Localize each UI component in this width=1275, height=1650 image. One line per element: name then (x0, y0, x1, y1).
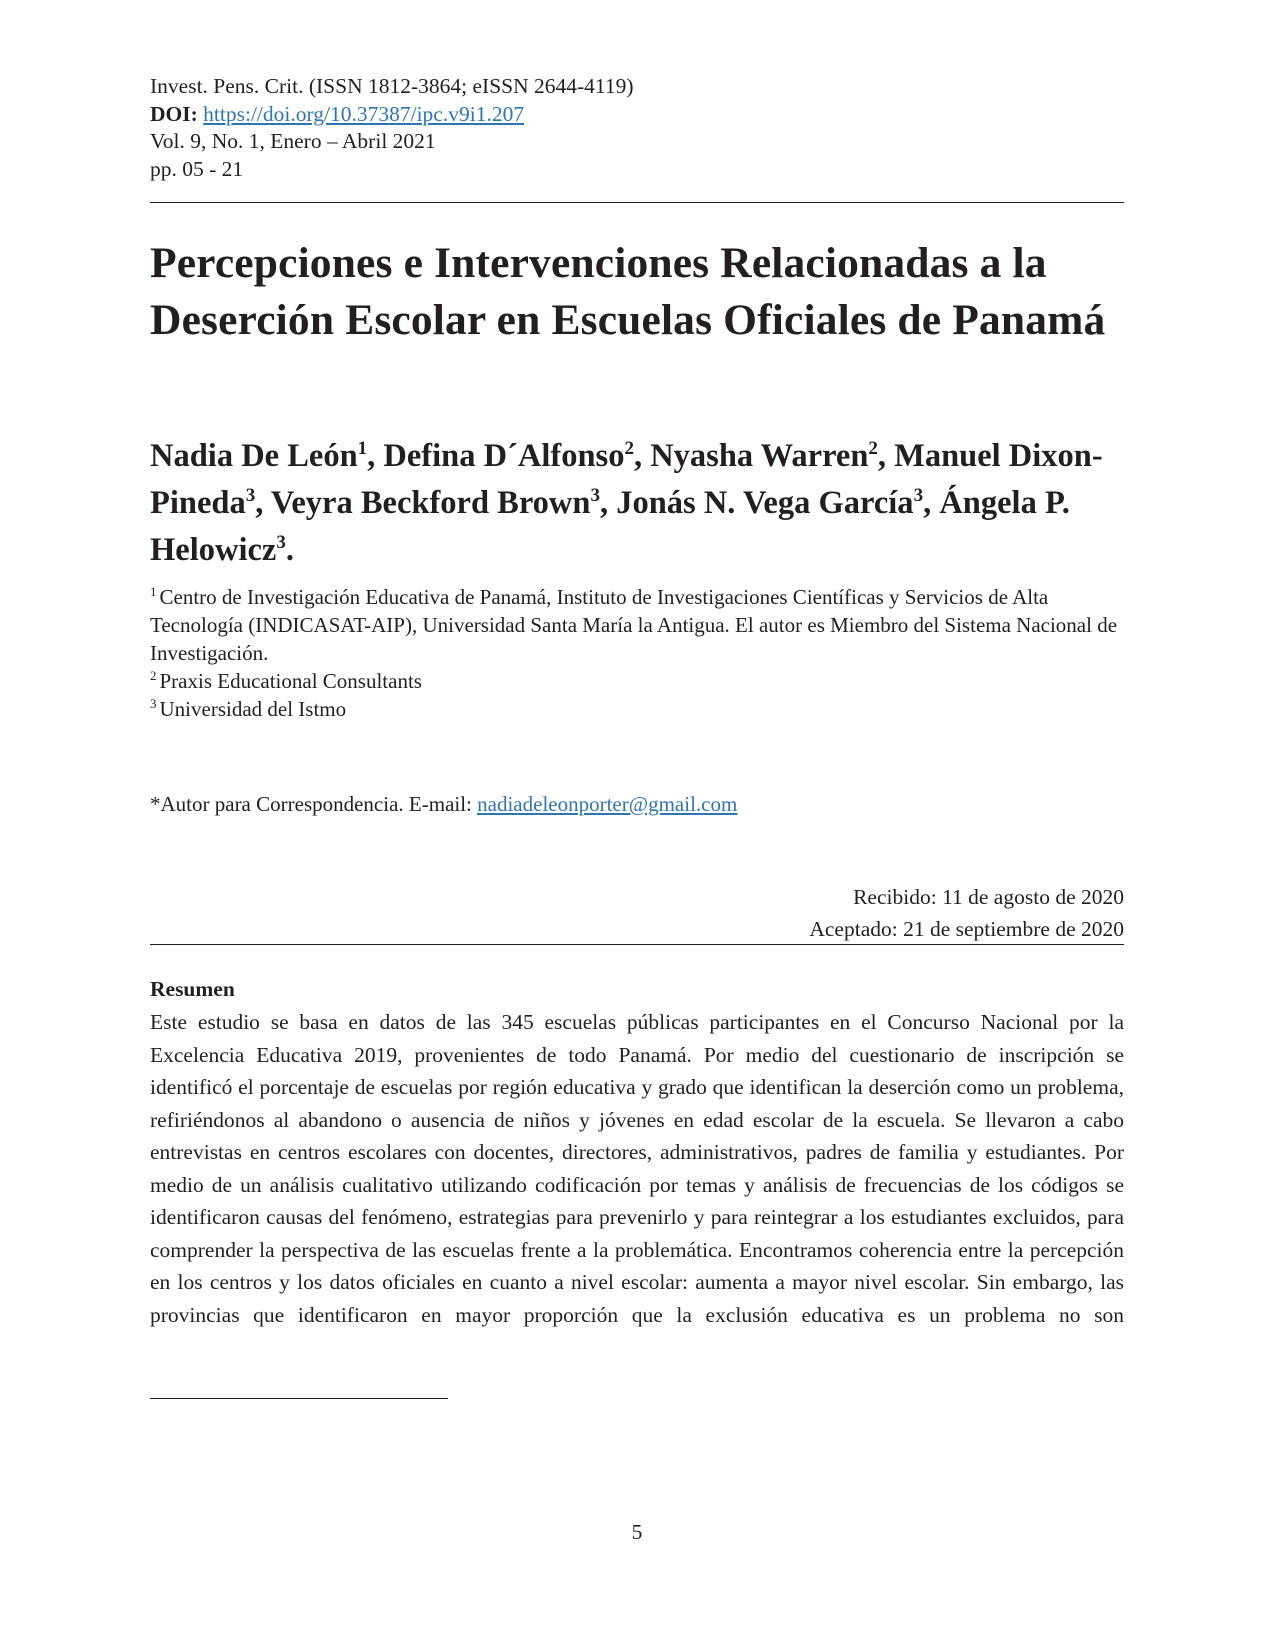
author-affiliation-marker: 2 (868, 438, 878, 460)
correspondence-email-link[interactable]: nadiadeleonporter@gmail.com (477, 792, 738, 816)
author-name: Nyasha Warren (650, 438, 869, 474)
author-list (150, 433, 1124, 574)
author-name: Defina D´Alfonso (383, 438, 625, 474)
author-affiliation-marker: 3 (245, 485, 256, 507)
affiliation-number: 1 (150, 584, 157, 599)
author-separator: , (633, 438, 651, 474)
author-separator: , (877, 438, 895, 474)
author-affiliation-marker: 2 (624, 438, 634, 460)
received-date: Recibido: 11 de agosto de 2020 (853, 885, 1124, 909)
footnote-divider (150, 1398, 448, 1399)
correspondence-line (150, 790, 737, 818)
author-affiliation-marker: 3 (590, 485, 600, 507)
doi-line (150, 101, 634, 129)
correspondence-label: *Autor para Correspondencia. E-mail: (150, 792, 478, 816)
author-name: Veyra Beckford Brown (270, 485, 591, 521)
author-affiliation-marker: 3 (913, 485, 924, 507)
author-separator: , (599, 485, 617, 521)
paper-title: Percepciones e Intervenciones Relacionadas a la Deserción Escolar en Escuelas Oficiales de Panamá (150, 239, 1106, 344)
doi-label: DOI: (150, 101, 198, 126)
journal-volume: Vol. 9, No. 1, Enero – Abril 2021 (150, 129, 436, 153)
author-separator: . (285, 532, 294, 568)
abstract-heading: Resumen (150, 977, 235, 1001)
abstract-section (150, 975, 1124, 1331)
author-name: Nadia De León (150, 438, 358, 474)
journal-issn: Invest. Pens. Crit. (ISSN 1812-3864; eISSN 2644-4119) (150, 74, 634, 98)
header-divider (150, 202, 1124, 203)
author-separator: , (367, 438, 384, 474)
affiliation-item (150, 695, 1124, 723)
author-name: Jonás N. Vega García (616, 485, 914, 521)
accepted-date: Aceptado: 21 de septiembre de 2020 (809, 917, 1124, 941)
author-separator: , (255, 485, 271, 521)
affiliation-text: Universidad del Istmo (159, 697, 347, 721)
author-affiliation-marker: 1 (357, 438, 368, 460)
affiliation-list (150, 583, 1124, 723)
journal-pages: pp. 05 - 21 (150, 156, 244, 181)
author-separator: , (923, 485, 940, 521)
affiliation-text: Centro de Investigación Educativa de Panamá, Instituto de Investigaciones Científicas y Servicios de Alta Tecnología (INDICASAT-AIP), Universidad Santa María la Antigua. El autor es Miembro del Sistema Nacional de Investigación. (150, 585, 1118, 665)
abstract-body: Este estudio se basa en datos de las 345 escuelas públicas participantes en el Concurso Nacional por la Excelencia Educativa 2019, provenientes de todo Panamá. Por medio del cuestionario de inscripción se identificó el porcentaje de escuelas por región educativa y grado que identifican la deserción como un problema, refiriéndonos al abandono o ausencia de niños y jóvenes en edad escolar de la escuela. Se llevaron a cabo entrevistas en centros escolares con docentes, directores, administrativos, padres de familia y estudiantes. Por medio de un análisis cualitativo utilizando codificación por temas y análisis de frecuencias de los códigos se identificaron causas del fenómeno, estrategias para prevenirlo y para reintegrar a los estudiantes excluidos, para comprender la perspectiva de las escuelas frente a la problemática. Encontramos coherencia entre la percepción en los centros y los datos oficiales en cuanto a nivel escolar: aumenta a mayor nivel escolar. Sin embargo, las provincias que identificaron en mayor proporción que la exclusión educativa es un problema no son (150, 1010, 1124, 1327)
journal-header (150, 73, 634, 183)
doi-link[interactable]: https://doi.org/10.37387/ipc.v9i1.207 (203, 101, 525, 126)
author-name: Ángela P. Helowicz (150, 485, 1070, 568)
affiliation-text: Praxis Educational Consultants (159, 669, 422, 693)
affiliation-number: 2 (150, 668, 157, 683)
affiliation-item (150, 583, 1124, 667)
page-number: 5 (631, 1520, 643, 1544)
author-name: Manuel Dixon-Pineda (150, 438, 1103, 521)
submission-dates (809, 881, 1124, 945)
author-affiliation-marker: 3 (276, 532, 286, 554)
affiliation-item (150, 667, 1124, 695)
abstract-divider (150, 944, 1124, 945)
affiliation-number: 3 (150, 696, 157, 711)
